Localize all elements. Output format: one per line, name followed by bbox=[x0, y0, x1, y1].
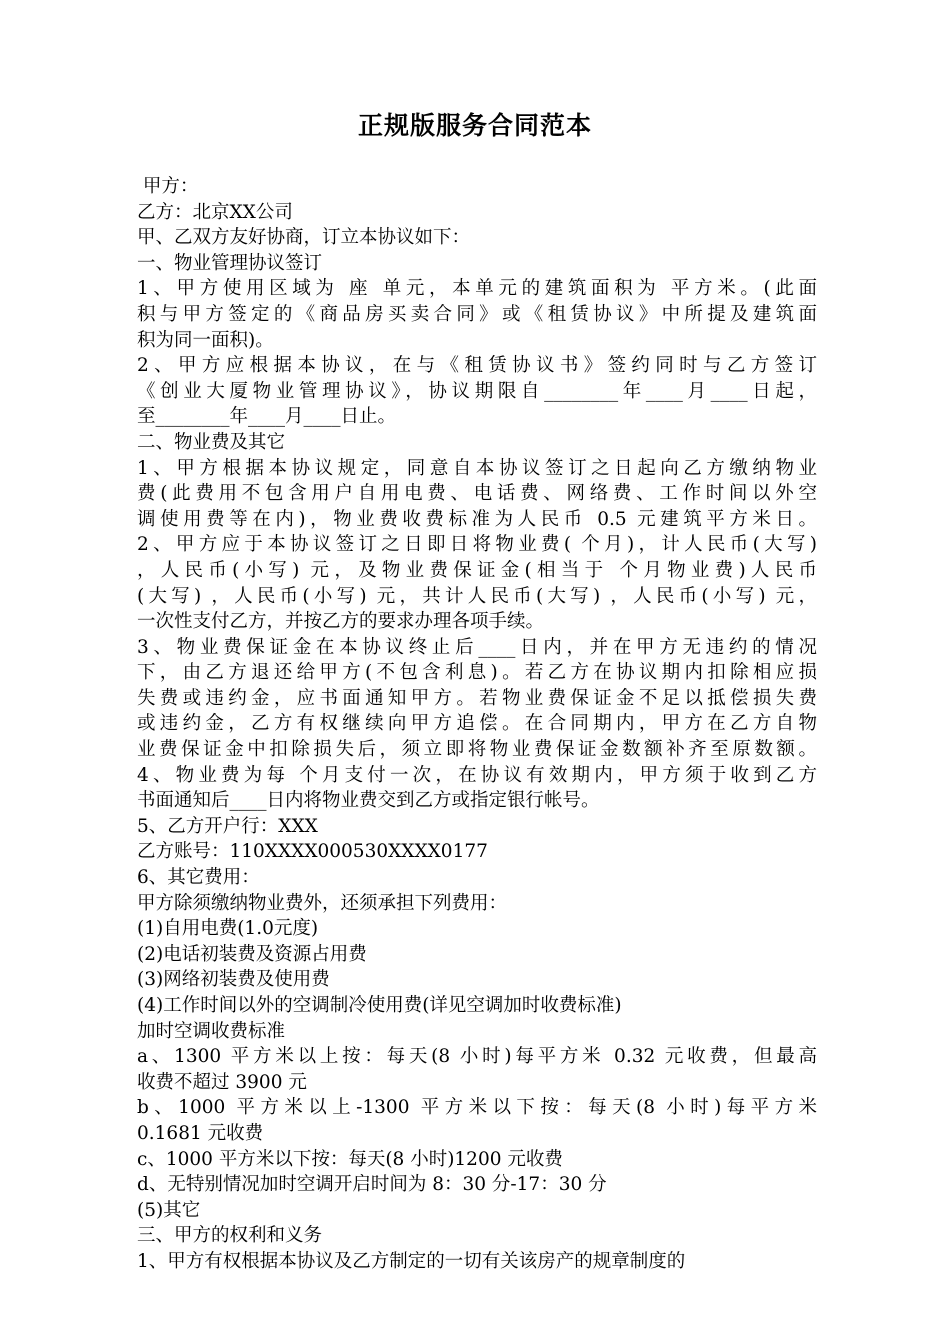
document-line: 加时空调收费标准 bbox=[137, 1020, 286, 1042]
document-line: 甲方： bbox=[137, 176, 199, 197]
document-line: 3、物业费保证金在本协议终止后____日内，并在甲方无违约的情况 bbox=[137, 636, 817, 658]
document-line: (1)自用电费(1.0元度) bbox=[137, 918, 319, 940]
document-line: c、1000 平方米以下按：每天(8 小时)1200 元收费 bbox=[137, 1148, 563, 1170]
document-line: (3)网络初装费及使用费 bbox=[137, 969, 330, 991]
document-line: 2、甲方应根据本协议，在与《租赁协议书》签约同时与乙方签订 bbox=[137, 355, 817, 377]
document-line: 5、乙方开户行：XXX bbox=[137, 815, 318, 837]
document-line: 书面通知后____日内将物业费交到乙方或指定银行帐号。 bbox=[137, 790, 600, 812]
document-body bbox=[137, 174, 817, 1275]
document-line: 费(此费用不包含用户自用电费、电话费、网络费、工作时间以外空 bbox=[137, 483, 817, 505]
document-line: d、无特别情况加时空调开启时间为 8：30 分-17：30 分 bbox=[137, 1174, 607, 1196]
document-line: 或违约金，乙方有权继续向甲方追偿。在合同期内，甲方在乙方自物 bbox=[137, 713, 817, 735]
document-line: a、1300 平方米以上按：每天(8 小时)每平方米 0.32 元收费，但最高 bbox=[137, 1046, 817, 1068]
document-line: 甲、乙双方友好协商，订立本协议如下： bbox=[137, 227, 471, 249]
document-line: 一、物业管理协议签订 bbox=[137, 252, 323, 274]
document-line: 积为同一面积)。 bbox=[137, 329, 274, 351]
document-line: 《创业大厦物业管理协议》，协议期限自________年____月____日起， bbox=[137, 380, 817, 402]
document-line: 一次性支付乙方，并按乙方的要求办理各项手续。 bbox=[137, 611, 545, 633]
document-line: 6、其它费用： bbox=[137, 867, 260, 889]
document-title: 正规版服务合同范本 bbox=[357, 111, 592, 140]
document-line: 2、甲方应于本协议签订之日即日将物业费( 个月)，计人民币(大写) bbox=[137, 534, 817, 556]
document-line: 乙方：北京XX公司 bbox=[137, 201, 293, 223]
document-line: 业费保证金中扣除损失后，须立即将物业费保证金数额补齐至原数额。 bbox=[137, 739, 817, 761]
document-line: 失费或违约金，应书面通知甲方。若物业费保证金不足以抵偿损失费 bbox=[137, 687, 817, 709]
document-line: 1、甲方有权根据本协议及乙方制定的一切有关该房产的规章制度的 bbox=[137, 1250, 686, 1272]
document-line: 0.1681 元收费 bbox=[137, 1122, 264, 1144]
document-line: 1、甲方使用区域为 座 单元，本单元的建筑面积为 平方米。(此面 bbox=[137, 278, 817, 300]
document-line: 甲方除须缴纳物业费外，还须承担下列费用： bbox=[137, 892, 508, 914]
document-line: 乙方账号：110XXXX000530XXXX0177 bbox=[137, 841, 488, 863]
document-line: 积与甲方签定的《商品房买卖合同》或《租赁协议》中所提及建筑面 bbox=[137, 303, 817, 325]
document-line: 收费不超过 3900 元 bbox=[137, 1071, 307, 1093]
document-line: 至________年____月____日止。 bbox=[137, 406, 397, 428]
document-line: (4)工作时间以外的空调制冷使用费(详见空调加时收费标准) bbox=[137, 995, 622, 1016]
document-line: 下，由乙方退还给甲方(不包含利息)。若乙方在协议期内扣除相应损 bbox=[137, 662, 817, 684]
document-line: 调使用费等在内)，物业费收费标准为人民币 0.5 元建筑平方米日。 bbox=[137, 508, 817, 530]
document-line: ，人民币(小写) 元，及物业费保证金(相当于 个月物业费)人民币 bbox=[137, 559, 817, 581]
document-line: (5)其它 bbox=[137, 1199, 201, 1221]
document-line: (大写) ，人民币(小写) 元，共计人民币(大写) ，人民币(小写) 元， bbox=[137, 585, 817, 607]
document-line: 三、甲方的权利和义务 bbox=[137, 1225, 323, 1247]
document-line: b、1000 平方米以上-1300 平方米以下按：每天(8 小时)每平方米 bbox=[137, 1097, 817, 1119]
document-line: (2)电话初装费及资源占用费 bbox=[137, 943, 367, 965]
document-line: 1、甲方根据本协议规定，同意自本协议签订之日起向乙方缴纳物业 bbox=[137, 457, 817, 479]
document-line: 4、物业费为每 个月支付一次，在协议有效期内，甲方须于收到乙方 bbox=[137, 764, 817, 786]
document-line: 二、物业费及其它 bbox=[137, 431, 286, 453]
